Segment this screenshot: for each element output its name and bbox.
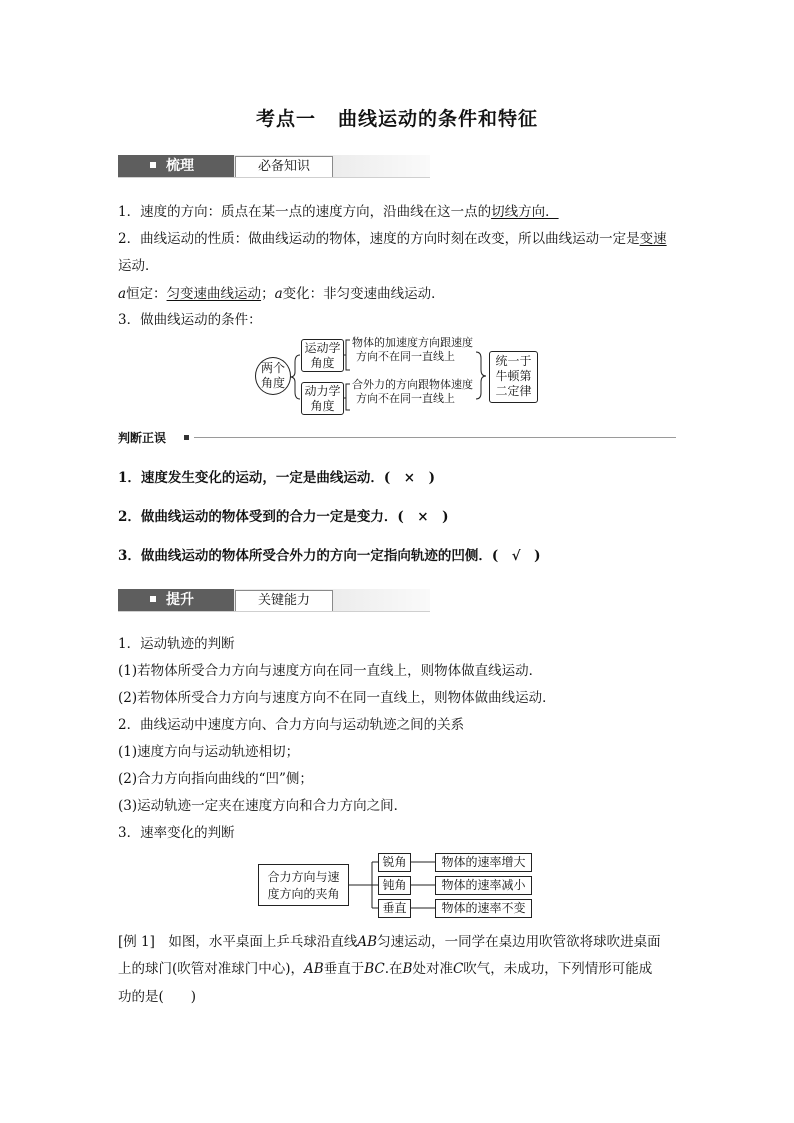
diagram-dynamics-text2: 方向不在同一直线上 bbox=[356, 392, 455, 405]
section-header-improve bbox=[118, 589, 430, 611]
diagram2-root-node: 合力方向与速 度方向的夹角 bbox=[258, 864, 349, 906]
angle-obtuse: 钝角 bbox=[378, 876, 411, 895]
item-curve-nature: 2．曲线运动的性质：做曲线运动的物体，速度的方向时刻在改变，所以曲线运动一定是变速 bbox=[118, 231, 667, 247]
result-unchanged: 物体的速率不变 bbox=[435, 899, 532, 918]
example-line-3: 功的是( ) bbox=[118, 989, 197, 1005]
item-acceleration: a恒定：匀变速曲线运动；a变化：非匀变速曲线运动． bbox=[118, 286, 445, 302]
square-bullet-icon bbox=[184, 435, 189, 440]
section-dark-label: 梳理 bbox=[118, 155, 234, 177]
angle-acute: 锐角 bbox=[378, 853, 411, 872]
diagram-root-node: 两个 角度 bbox=[255, 357, 291, 395]
item-curved-motion: (2)若物体所受合力方向与速度方向不在同一直线上，则物体做曲线运动． bbox=[118, 690, 556, 706]
diagram-dynamics-node: 动力学 角度 bbox=[301, 382, 344, 415]
item-trajectory-judge: 1．运动轨迹的判断 bbox=[118, 636, 235, 652]
item-curve-nature-cont: 运动． bbox=[118, 258, 159, 274]
judge-question-2: 2．做曲线运动的物体受到的合力一定是变力．( × ) bbox=[118, 509, 449, 525]
judge-question-3: 3．做曲线运动的物体所受合外力的方向一定指向轨迹的凹侧．( √ ) bbox=[118, 548, 541, 564]
square-bullet-icon bbox=[150, 162, 156, 168]
diagram-dynamics-text1: 合外力的方向跟物体速度 bbox=[352, 378, 473, 391]
judge-question-1: 1．速度发生变化的运动，一定是曲线运动．( × ) bbox=[118, 470, 435, 486]
judge-section-header: 判断正误 bbox=[118, 431, 676, 445]
section-dark-label: 提升 bbox=[118, 589, 234, 611]
item-tangent: (1)速度方向与运动轨迹相切； bbox=[118, 744, 300, 760]
title-part1: 考点一 bbox=[255, 108, 316, 130]
section-header-review bbox=[118, 155, 430, 177]
example-line-1: [例 1] 如图，水平桌面上乒乓球沿直线AB匀速运动，一同学在桌边用吹管欲将球吹进桌面 bbox=[118, 934, 661, 950]
item-relation: 2．曲线运动中速度方向、合力方向与运动轨迹之间的关系 bbox=[118, 717, 465, 733]
square-bullet-icon bbox=[150, 596, 156, 602]
page-title bbox=[0, 104, 794, 131]
item-between: (3)运动轨迹一定夹在速度方向和合力方向之间． bbox=[118, 798, 408, 814]
section-light-label: 关键能力 bbox=[235, 590, 333, 612]
result-increase: 物体的速率增大 bbox=[435, 853, 532, 872]
item-conditions: 3．做曲线运动的条件： bbox=[118, 312, 262, 328]
angle-right: 垂直 bbox=[378, 899, 411, 918]
example-tag: [例 1] bbox=[118, 934, 155, 950]
item-velocity-direction: 1．速度的方向：质点在某一点的速度方向，沿曲线在这一点的切线方向． bbox=[118, 204, 559, 220]
item-concave: (2)合力方向指向曲线的“凹”侧； bbox=[118, 771, 313, 787]
diagram-kinematics-node: 运动学 角度 bbox=[301, 339, 344, 372]
section-light-label: 必备知识 bbox=[235, 156, 333, 178]
diagram-result-node: 统一于 牛顿第 二定律 bbox=[489, 351, 538, 403]
title-part2: 曲线运动的条件和特征 bbox=[338, 108, 539, 130]
diagram-kinematics-text1: 物体的加速度方向跟速度 bbox=[352, 336, 473, 349]
result-decrease: 物体的速率减小 bbox=[435, 876, 532, 895]
diagram-kinematics-text2: 方向不在同一直线上 bbox=[356, 350, 455, 363]
item-speed-change: 3．速率变化的判断 bbox=[118, 825, 235, 841]
item-straight-motion: (1)若物体所受合力方向与速度方向在同一直线上，则物体做直线运动． bbox=[118, 663, 543, 679]
example-line-2: 上的球门(吹管对准球门中心)，AB垂直于BC.在B处对准C吹气，未成功，下列情形可能成 bbox=[118, 961, 653, 977]
